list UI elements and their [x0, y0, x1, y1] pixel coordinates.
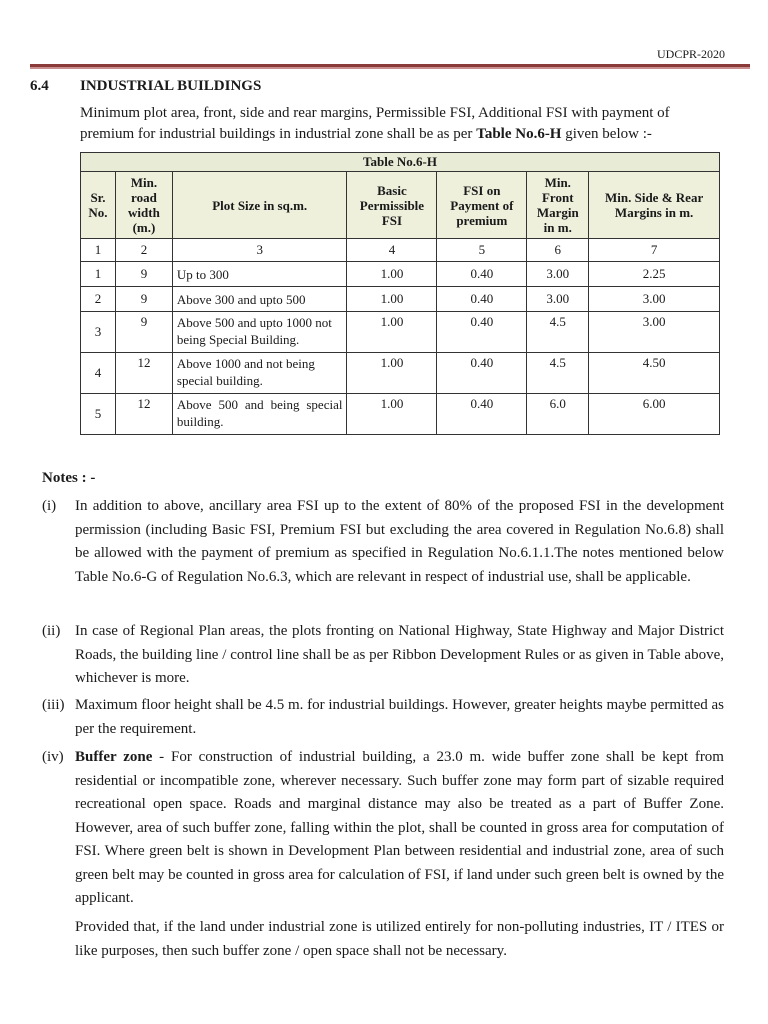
plot-size-cell: Above 500 and being special building.	[172, 394, 347, 435]
intro-text-end: given below :-	[561, 126, 652, 142]
intro-paragraph	[80, 103, 725, 145]
note-item	[42, 694, 724, 741]
side-margin-cell: 2.25	[589, 262, 720, 287]
note-item	[42, 620, 724, 691]
column-number: 2	[115, 239, 172, 262]
basic-fsi-cell: 1.00	[347, 394, 437, 435]
road-width-cell: 12	[115, 394, 172, 435]
premium-fsi-cell: 0.40	[437, 394, 527, 435]
note-text: In case of Regional Plan areas, the plots fronting on National Highway, State Highway and Major District Roads, the building line / control line shall be as per Ribbon Development Rules or as given in Table above, whichever is more.	[75, 623, 724, 686]
sr-no-cell: 5	[81, 394, 116, 435]
basic-fsi-cell: 1.00	[347, 353, 437, 394]
note-text: Provided that, if the land under industrial zone is utilized entirely for non-polluting industries, IT / ITES or like purposes, then such buffer zone / open space shall not be necessary.	[75, 919, 724, 959]
premium-fsi-cell: 0.40	[437, 353, 527, 394]
premium-fsi-cell: 0.40	[437, 287, 527, 312]
header-sr-no: Sr. No.	[81, 172, 116, 239]
front-margin-cell: 4.5	[527, 353, 589, 394]
premium-fsi-cell: 0.40	[437, 262, 527, 287]
header-side-rear-margin: Min. Side & Rear Margins in m.	[589, 172, 720, 239]
premium-fsi-cell: 0.40	[437, 312, 527, 353]
column-number: 7	[589, 239, 720, 262]
note-text-body: - For construction of industrial building, a 23.0 m. wide buffer zone shall be kept from residential or incompatible zone, wherever necessary. Such buffer zone may form part of sizable required recreational open space. Roads and marginal distance may also be treated as a part of Buffer Zone. However, area of such buffer zone, falling within the plot, shall be counted in gross area for computation of FSI. Where green belt is shown in Development Plan between residential and industrial zone, area of such green belt may be counted in gross area for calculation of FSI, if land under such green belt is owned by the applicant.	[75, 749, 724, 906]
plot-size-cell: Above 300 and upto 500	[172, 287, 347, 312]
column-number: 6	[527, 239, 589, 262]
table-row	[81, 287, 720, 312]
column-number: 3	[172, 239, 347, 262]
note-text	[75, 746, 724, 911]
side-margin-cell: 3.00	[589, 287, 720, 312]
table-row	[81, 353, 720, 394]
front-margin-cell: 3.00	[527, 287, 589, 312]
industrial-buildings-table	[80, 152, 720, 435]
header-plot-size: Plot Size in sq.m.	[172, 172, 347, 239]
document-code: UDCPR-2020	[656, 47, 725, 61]
intro-table-reference: Table No.6-H	[476, 126, 562, 142]
basic-fsi-cell: 1.00	[347, 262, 437, 287]
table-row	[81, 312, 720, 353]
header-basic-fsi: Basic Permissible FSI	[347, 172, 437, 239]
column-number: 4	[347, 239, 437, 262]
header-road-width: Min. road width (m.)	[115, 172, 172, 239]
front-margin-cell: 6.0	[527, 394, 589, 435]
side-margin-cell: 3.00	[589, 312, 720, 353]
table-caption: Table No.6-H	[81, 153, 720, 172]
road-width-cell: 12	[115, 353, 172, 394]
notes-heading: Notes : -	[42, 470, 96, 486]
table-row	[81, 394, 720, 435]
sr-no-cell: 1	[81, 262, 116, 287]
note-item	[42, 495, 724, 589]
side-margin-cell: 6.00	[589, 394, 720, 435]
road-width-cell: 9	[115, 312, 172, 353]
sr-no-cell: 4	[81, 353, 116, 394]
header-rule-shadow	[30, 67, 750, 69]
basic-fsi-cell: 1.00	[347, 312, 437, 353]
header-premium-fsi: FSI on Payment of premium	[437, 172, 527, 239]
note-item	[42, 746, 724, 911]
plot-size-cell: Above 500 and upto 1000 not being Special Building.	[172, 312, 347, 353]
front-margin-cell: 4.5	[527, 312, 589, 353]
note-label: (iv)	[42, 749, 64, 765]
sr-no-cell: 2	[81, 287, 116, 312]
header-front-margin: Min. Front Margin in m.	[527, 172, 589, 239]
column-number: 1	[81, 239, 116, 262]
column-number: 5	[437, 239, 527, 262]
plot-size-cell: Above 1000 and not being special building.	[172, 353, 347, 394]
section-title: INDUSTRIAL BUILDINGS	[80, 78, 262, 94]
note-text: In addition to above, ancillary area FSI up to the extent of 80% of the proposed FSI in the development permission (including Basic FSI, Premium FSI but excluding the area covered in Regulation No.6.8) shall be allowed with the payment of premium as specified in Regulation No.6.1.1.The notes mentioned below Table No.6-G of Regulation No.6.3, which are relevant in respect of industrial use, shall be applicable.	[75, 498, 724, 585]
road-width-cell: 9	[115, 287, 172, 312]
sr-no-cell: 3	[81, 312, 116, 353]
side-margin-cell: 4.50	[589, 353, 720, 394]
table-row	[81, 262, 720, 287]
basic-fsi-cell: 1.00	[347, 287, 437, 312]
note-bold-term: Buffer zone	[75, 749, 153, 765]
note-label: (iii)	[42, 697, 65, 713]
note-proviso	[42, 916, 724, 963]
note-label: (ii)	[42, 623, 61, 639]
intro-text-start: Minimum plot area, front, side and rear margins, Permissible FSI, Additional FSI with payment of premium for industrial buildings in industrial zone shall be as per	[80, 105, 670, 142]
note-text: Maximum floor height shall be 4.5 m. for industrial buildings. However, greater heights maybe permitted as per the requirement.	[75, 697, 724, 737]
section-number: 6.4	[30, 78, 49, 94]
front-margin-cell: 3.00	[527, 262, 589, 287]
plot-size-cell: Up to 300	[172, 262, 347, 287]
note-label: (i)	[42, 498, 57, 514]
road-width-cell: 9	[115, 262, 172, 287]
column-number-row	[81, 239, 720, 262]
